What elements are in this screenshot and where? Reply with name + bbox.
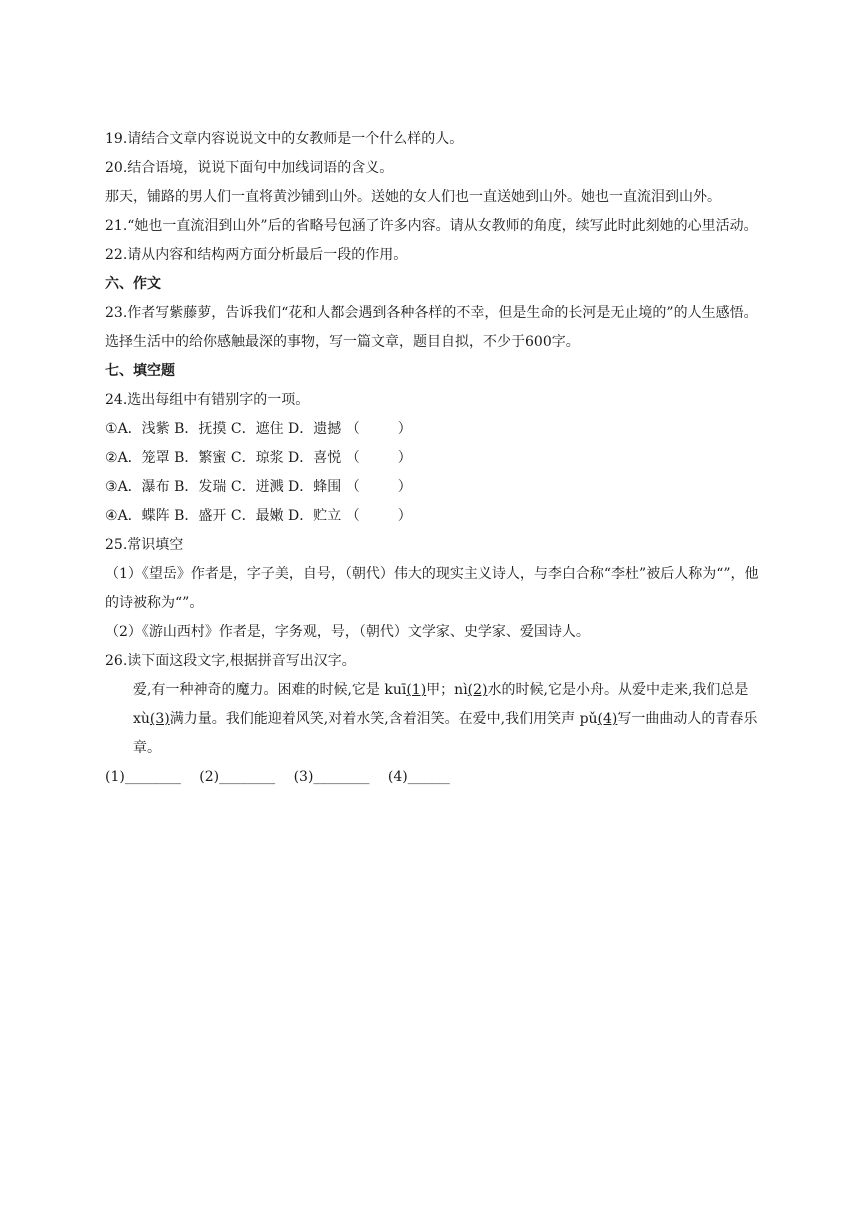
question-26-passage <box>105 676 760 763</box>
answer-paren-open: （ <box>345 450 360 466</box>
question-24-option-1 <box>105 415 760 444</box>
question-22: 22.请从内容和结构两方面分析最后一段的作用。 <box>105 247 408 263</box>
question-20: 20.结合语境，说说下面句中加线词语的含义。 <box>105 160 394 176</box>
option-number: ③ <box>105 479 118 495</box>
passage-text: 写一曲曲动人的青春乐章。 <box>133 711 758 756</box>
question-25: 25.常识填空 <box>105 537 184 553</box>
passage-text: 满力量。我们能迎着风笑,对着水笑,含着泪笑。在爱中,我们用笑声 pǔ <box>169 711 598 727</box>
blank-marker-1: (1) <box>406 682 427 698</box>
passage-text: 甲；nì <box>426 682 468 698</box>
question-24-option-3 <box>105 473 760 502</box>
question-21: 21.“她也一直流泪到山外”后的省略号包涵了许多内容。请从女教师的角度，续写此时此刻她的心里活动。 <box>105 218 758 234</box>
answer-paren-open: （ <box>345 421 360 437</box>
question-20-passage: 那天，铺路的男人们一直将黄沙铺到山外。送她的女人们也一直送她到山外。她也一直流泪到山外。 <box>105 189 721 205</box>
section-7-heading: 七、填空题 <box>105 363 175 379</box>
passage-text: 爱,有一种神奇的魔力。困难的时候,它是 kuī <box>133 682 407 698</box>
answer-paren-open: （ <box>345 479 360 495</box>
option-number: ④ <box>105 508 118 524</box>
answer-blank-3[interactable]: (3)________ <box>293 769 370 785</box>
option-number: ② <box>105 450 118 466</box>
answer-paren-close: ） <box>397 479 412 495</box>
blank-marker-4: (4) <box>597 711 618 727</box>
question-19: 19.请结合文章内容说说文中的女教师是一个什么样的人。 <box>105 131 464 147</box>
question-23: 23.作者写紫藤萝，告诉我们“花和人都会遇到各种各样的不幸，但是生命的长河是无止境的”的人生感悟。选择生活中的给你感触最深的事物，写一篇文章，题目自拟，不少于600字。 <box>105 305 758 350</box>
document-page <box>105 125 760 792</box>
section-6-heading: 六、作文 <box>105 276 161 292</box>
passage-text: 水的时候,它是小舟。从爱中走来,我们总是 xù <box>133 682 749 727</box>
blank-marker-2: (2) <box>467 682 488 698</box>
option-text: A．瀑布 B．发瑞 C．迸溅 D．蜂围 <box>117 479 342 495</box>
option-number: ① <box>105 421 118 437</box>
option-text: A．笼罩 B．繁蜜 C．琼浆 D．喜悦 <box>117 450 342 466</box>
question-26-answer-blanks <box>105 763 760 792</box>
question-25-part-2: （2）《游山西村》作者是，字务观，号，（朝代）文学家、史学家、爱国诗人。 <box>105 624 590 640</box>
question-24-option-4 <box>105 502 760 531</box>
answer-paren-close: ） <box>397 450 412 466</box>
answer-blank-4[interactable]: (4)______ <box>387 769 450 785</box>
option-text: A．浅紫 B．抚摸 C．遮住 D．遗撼 <box>117 421 342 437</box>
answer-paren-close: ） <box>397 421 412 437</box>
question-25-part-1: （1）《望岳》作者是，字子美，自号，（朝代）伟大的现实主义诗人，与李白合称“李杜”被后人称为“”，他的诗被称为“”。 <box>105 566 759 611</box>
answer-paren-open: （ <box>345 508 360 524</box>
answer-paren-close: ） <box>397 508 412 524</box>
question-24-option-2 <box>105 444 760 473</box>
question-24: 24.选出每组中有错别字的一项。 <box>105 392 310 408</box>
question-26: 26.读下面这段文字,根据拼音写出汉字。 <box>105 653 356 669</box>
blank-marker-3: (3) <box>149 711 170 727</box>
option-text: A．蝶阵 B．盛开 C．最嫩 D．贮立 <box>117 508 342 524</box>
answer-blank-1[interactable]: (1)________ <box>105 769 181 785</box>
answer-blank-2[interactable]: (2)________ <box>199 769 276 785</box>
